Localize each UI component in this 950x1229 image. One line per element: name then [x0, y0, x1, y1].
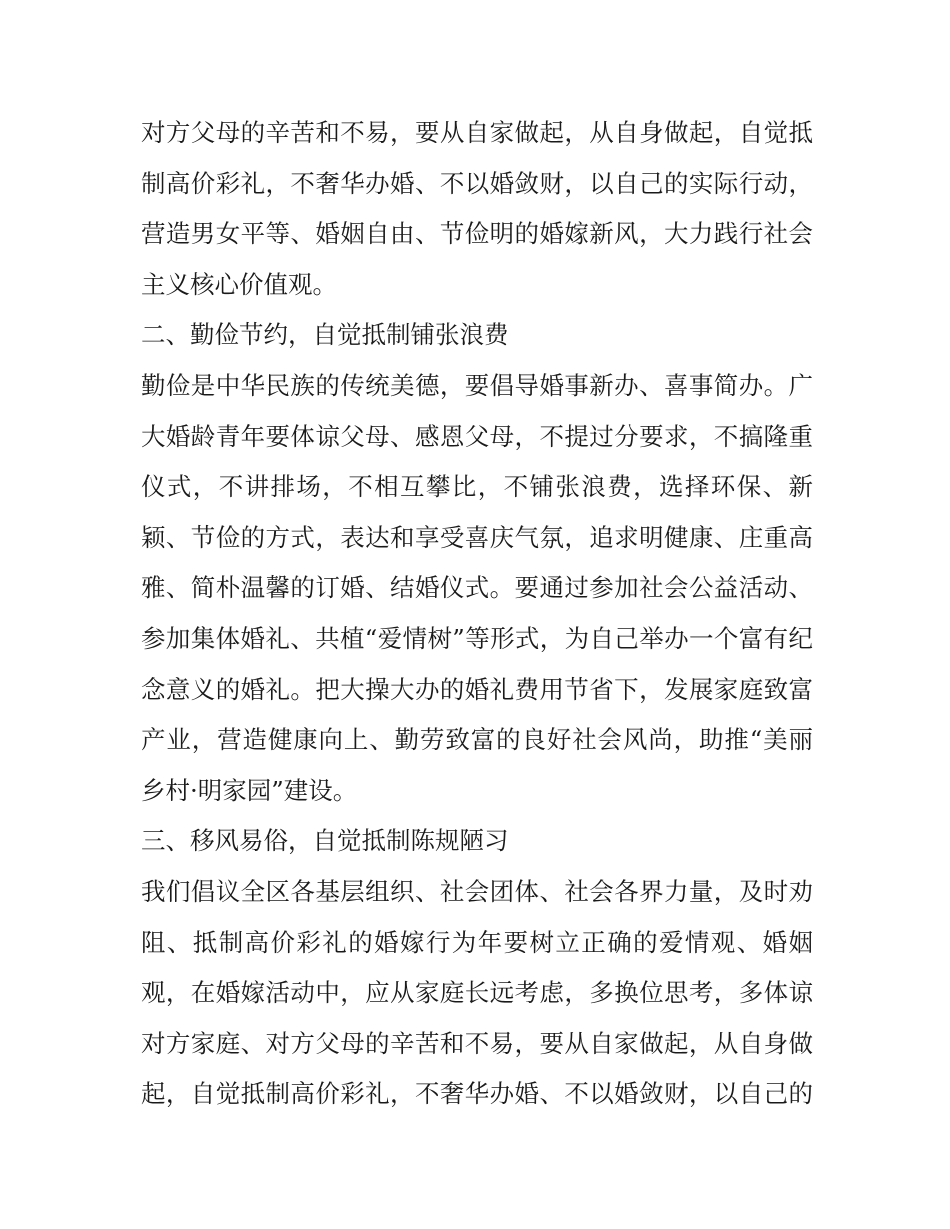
text-line: 营造男女平等、婚姻自由、节俭明的婚嫁新风，大力践行社会 — [141, 219, 813, 249]
text-line: 念意义的婚礼。把大操大办的婚礼费用节省下，发展家庭致富 — [141, 674, 813, 704]
text-line: 勤俭是中华民族的传统美德，要倡导婚事新办、喜事简办。广 — [141, 370, 813, 400]
text-line: 观，在婚嫁活动中，应从家庭长远考虑，多换位思考，多体谅 — [141, 978, 813, 1008]
text-line: 阻、抵制高价彩礼的婚嫁行为年要树立正确的爱情观、婚姻 — [141, 927, 813, 957]
text-line: 对方父母的辛苦和不易，要从自家做起，从自身做起，自觉抵 — [141, 118, 813, 147]
text-line: 雅、简朴温馨的订婚、结婚仪式。要通过参加社会公益活动、 — [141, 573, 813, 603]
text-line: 颖、节俭的方式，表达和享受喜庆气氛，追求明健康、庄重高 — [141, 522, 813, 552]
text-line: 对方家庭、对方父母的辛苦和不易，要从自家做起，从自身做 — [141, 1028, 813, 1058]
text-line: 二、勤俭节约，自觉抵制铺张浪费 — [141, 320, 509, 350]
text-line: 乡村·明家园”建设。 — [141, 775, 358, 805]
text-line: 参加集体婚礼、共植“爱情树”等形式，为自己举办一个富有纪 — [141, 623, 813, 653]
text-line: 大婚龄青年要体谅父母、感恩父母，不提过分要求，不搞隆重 — [141, 421, 813, 451]
text-line: 起，自觉抵制高价彩礼，不奢华办婚、不以婚敛财，以自己的 — [141, 1079, 813, 1109]
text-line: 制高价彩礼，不奢华办婚、不以婚敛财，以自己的实际行动， — [141, 168, 813, 198]
text-line: 产业，营造健康向上、勤劳致富的良好社会风尚，助推“美丽 — [141, 725, 813, 755]
text-line: 仪式，不讲排场，不相互攀比，不铺张浪费，选择环保、新 — [141, 472, 813, 502]
document-body — [141, 108, 813, 1120]
text-line: 主义核心价值观。 — [141, 269, 337, 299]
text-line: 三、移风易俗，自觉抵制陈规陋习 — [141, 826, 509, 856]
text-line: 我们倡议全区各基层组织、社会团体、社会各界力量，及时劝 — [141, 876, 813, 906]
